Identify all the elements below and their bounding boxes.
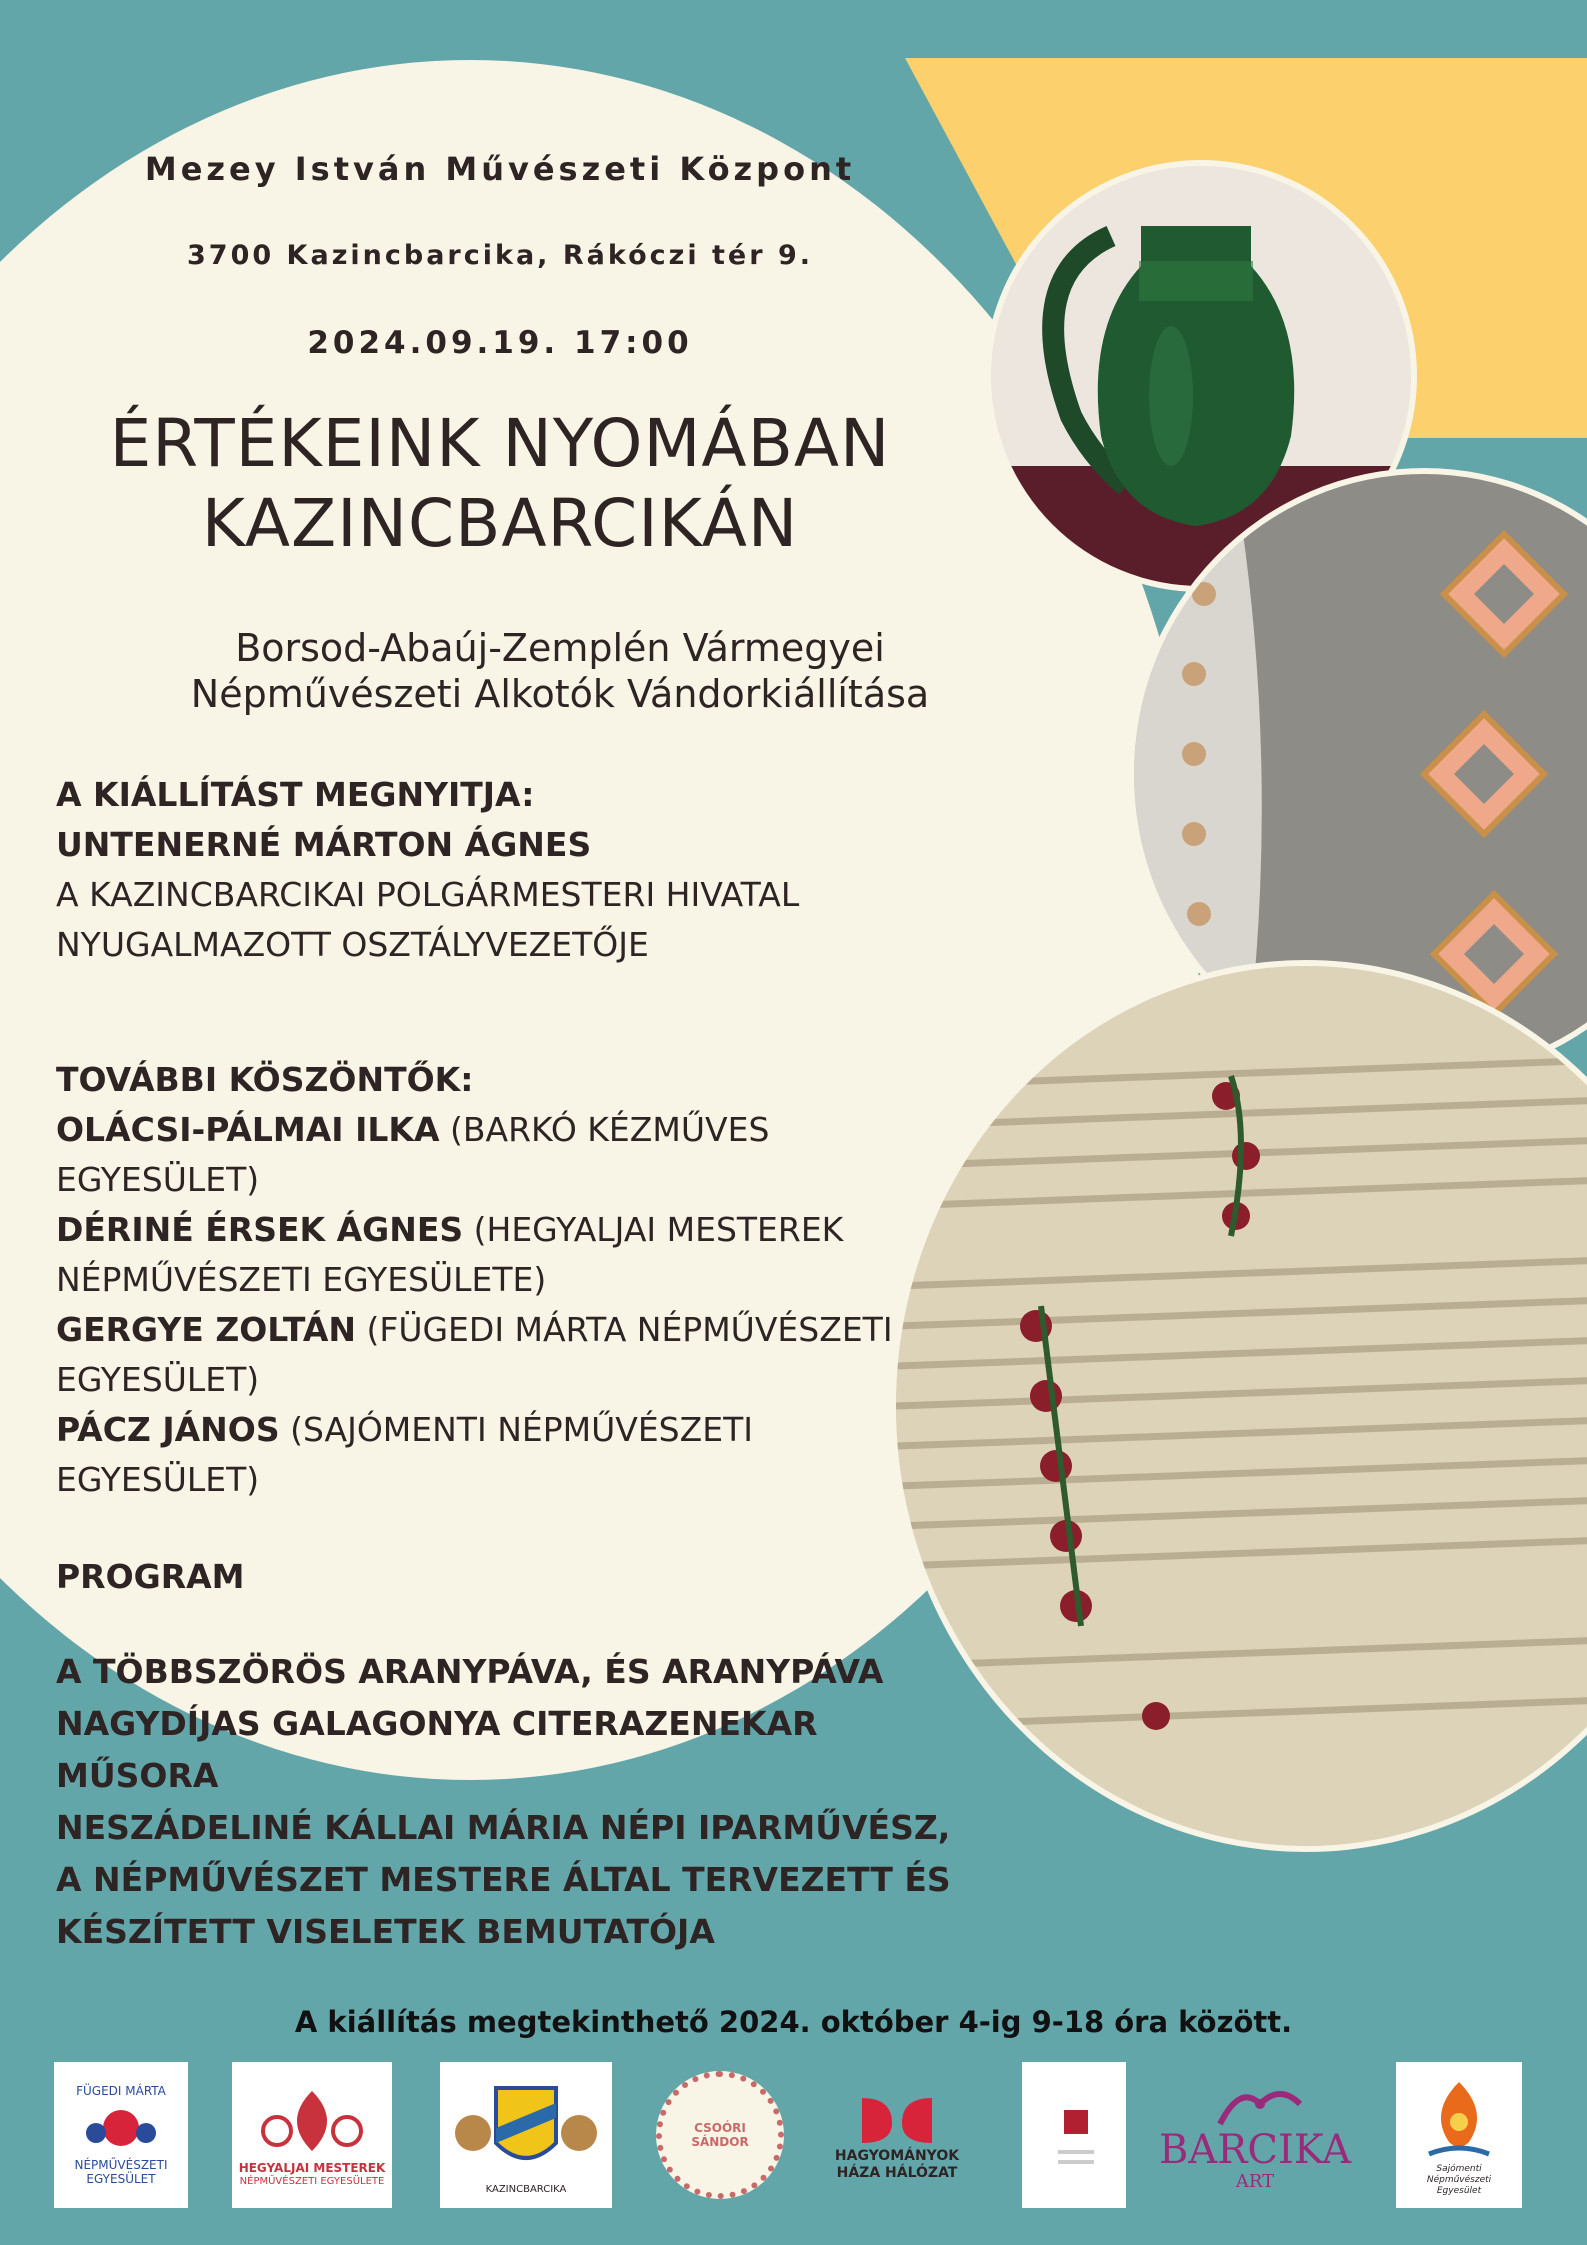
- program-line: A TÖBBSZÖRÖS ARANYPÁVA, ÉS ARANYPÁVA: [56, 1652, 884, 1691]
- nyugi-kreatív-logo: [1022, 2062, 1126, 2208]
- greetings-heading: TOVÁBBI KÖSZÖNTŐK:: [56, 1060, 474, 1099]
- opening-heading: A KIÁLLÍTÁST MEGNYITJA:: [56, 775, 535, 814]
- greeting-org-cont: NÉPMŰVÉSZETI EGYESÜLETE): [56, 1260, 547, 1299]
- exhibition-dates: A kiállítás megtekinthető 2024. október 4-ig 9-18 óra között.: [294, 2005, 1293, 2039]
- kazincbarcika-coat-of-arms: [440, 2062, 612, 2208]
- logo-text: FÜGEDI MÁRTA: [76, 2084, 166, 2098]
- logo-text: NÉPMŰVÉSZETI EGYESÜLET: [74, 2158, 168, 2186]
- logo-text: CSOÓRI SÁNDOR: [691, 2121, 749, 2149]
- greeting-org-cont: EGYESÜLET): [56, 1360, 260, 1399]
- csoori-sandor-logo: [658, 2062, 782, 2208]
- event-datetime: 2024.09.19. 17:00: [307, 325, 693, 361]
- wreath-icon: [656, 2071, 784, 2199]
- greeting-item: [56, 1405, 956, 1455]
- greeting-org-cont: EGYESÜLET): [56, 1460, 260, 1499]
- subtitle-line2: Népművészeti Alkotók Vándorkiállítása: [190, 672, 930, 716]
- venue-address: 3700 Kazincbarcika, Rákóczi tér 9.: [187, 240, 813, 271]
- program-line: A NÉPMŰVÉSZET MESTERE ÁLTAL TERVEZETT ÉS: [56, 1860, 951, 1899]
- barcika-art-logo: [1150, 2062, 1360, 2208]
- greeting-name: DÉRINÉ ÉRSEK ÁGNES: [56, 1210, 464, 1249]
- greeting-name: OLÁCSI-PÁLMAI ILKA: [56, 1110, 440, 1149]
- greeting-org-cont: EGYESÜLET): [56, 1160, 260, 1199]
- greeting-org: (SAJÓMENTI NÉPMŰVÉSZETI: [279, 1410, 753, 1449]
- program-line: KÉSZÍTETT VISELETEK BEMUTATÓJA: [56, 1912, 715, 1951]
- venue-name: Mezey István Művészeti Központ: [144, 150, 856, 188]
- program-line: MŰSORA: [56, 1756, 219, 1795]
- hagyomanyok-haza-logo: [822, 2062, 972, 2208]
- logo-text: ART: [1235, 2170, 1275, 2192]
- logo-text: HEGYALJAI MESTEREK: [238, 2161, 386, 2175]
- logo-text: Sajómenti Népművészeti Egyesület: [1426, 2163, 1492, 2196]
- program-line: NESZÁDELINÉ KÁLLAI MÁRIA NÉPI IPARMŰVÉSZ,: [56, 1808, 951, 1847]
- logo-text: NÉPMŰVÉSZETI EGYESÜLETE: [239, 2176, 385, 2187]
- page-title-line1: ÉRTÉKEINK NYOMÁBAN: [109, 405, 891, 482]
- fugedi-marta-logo: [54, 2062, 188, 2208]
- logo-text: HAGYOMÁNYOK HÁZA HÁLÓZAT: [834, 2148, 960, 2181]
- greetings-section: [56, 1055, 956, 1505]
- flame-flower-icon: [1419, 2074, 1499, 2164]
- logo-text: BARCIKA: [1159, 2126, 1351, 2173]
- greeting-item: [56, 1105, 956, 1155]
- logo-text: KAZINCBARCIKA: [485, 2184, 567, 2195]
- program-heading: PROGRAM: [56, 1557, 245, 1596]
- folk-flower-icon: [76, 2098, 166, 2158]
- greeting-item: [56, 1305, 956, 1355]
- embroidery-square-icon: [1044, 2090, 1104, 2180]
- opening-role-line2: NYUGALMAZOTT OSZTÁLYVEZETŐJE: [56, 925, 649, 964]
- greeting-name: GERGYE ZOLTÁN: [56, 1310, 356, 1349]
- greeting-item: [56, 1205, 956, 1255]
- greeting-org: (FÜGEDI MÁRTA NÉPMŰVÉSZETI: [355, 1310, 893, 1349]
- subtitle-line1: Borsod-Abaúj-Zemplén Vármegyei: [235, 626, 885, 670]
- tulip-icon: [852, 2088, 942, 2148]
- greeting-org: (BARKÓ KÉZMŰVES: [439, 1110, 770, 1149]
- opening-name: UNTENERNÉ MÁRTON ÁGNES: [56, 825, 592, 864]
- opening-section: [56, 770, 956, 970]
- greeting-org: (HEGYALJAI MESTEREK: [463, 1210, 844, 1249]
- program-list: [56, 1646, 1016, 1958]
- hegyaljai-mesterek-logo: [232, 2062, 392, 2208]
- greeting-name: PÁCZ JÁNOS: [56, 1410, 280, 1449]
- opening-role-line1: A KAZINCBARCIKAI POLGÁRMESTERI HIVATAL: [56, 875, 800, 914]
- program-line: NAGYDÍJAS GALAGONYA CITERAZENEKAR: [56, 1704, 818, 1743]
- page-title-line2: KAZINCBARCIKÁN: [201, 485, 799, 562]
- folk-ornament-icon: [252, 2081, 372, 2161]
- coat-of-arms-icon: [451, 2073, 601, 2183]
- butterfly-icon: [1200, 2079, 1310, 2129]
- sajomenti-logo: [1396, 2062, 1522, 2208]
